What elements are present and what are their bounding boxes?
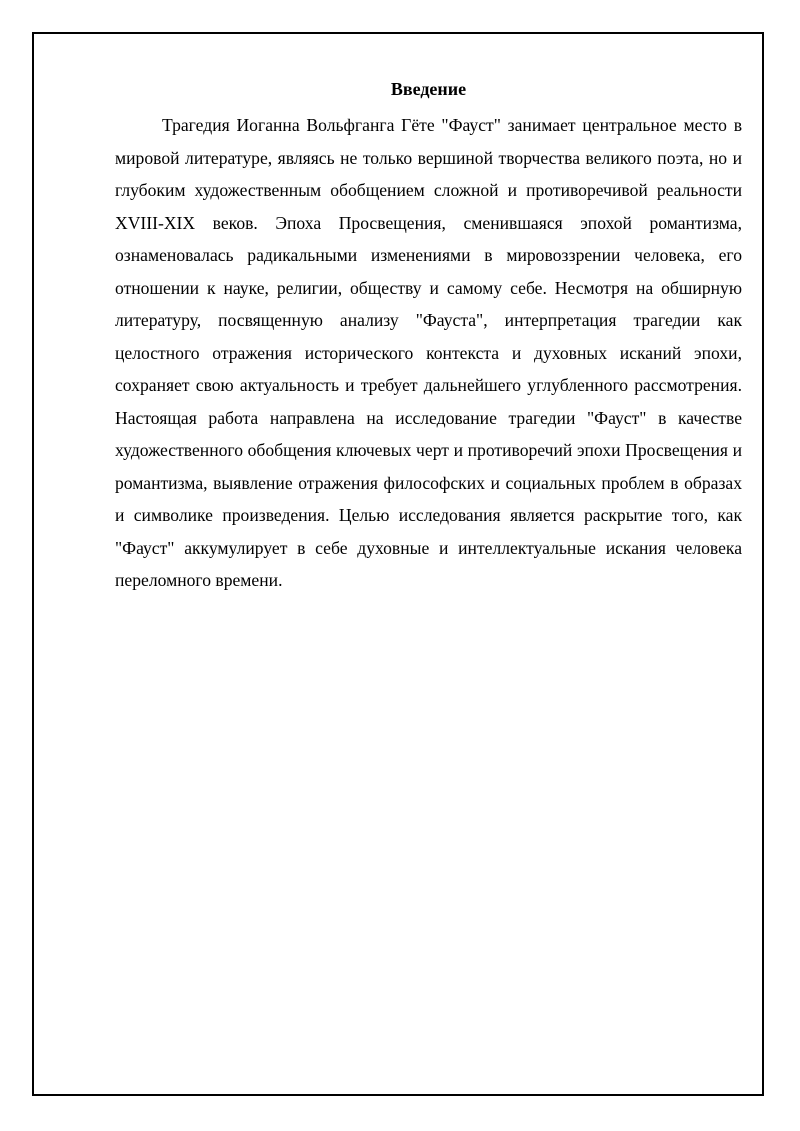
introduction-paragraph: Трагедия Иоганна Вольфганга Гёте "Фауст" занимает центральное место в мировой литературе, являясь не только вершиной творчества великого поэта, но и глубоким художественным обобщением сложной и противоречивой реальности XVIII-XIX веков. Эпоха Просвещения, сменившаяся эпохой романтизма, ознаменовалась радикальными изменениями в мировоззрении человека, его отношении к науке, религии, обществу и самому себе. Несмотря на обширную литературу, посвященную анализу "Фауста", интерпретация трагедии как целостного отражения исторического контекста и духовных исканий эпохи, сохраняет свою актуальность и требует дальнейшего углубленного рассмотрения. Настоящая работа направлена на исследование трагедии "Фауст" в качестве художественного обобщения ключевых черт и противоречий эпохи Просвещения и романтизма, выявление отражения философских и социальных проблем в образах и символике произведения. Целью исследования является раскрытие того, как "Фауст" аккумулирует в себе духовные и интеллектуальные искания человека переломного времени.	[115, 115, 742, 590]
section-heading: Введение	[390, 79, 467, 99]
document-body	[115, 76, 742, 597]
